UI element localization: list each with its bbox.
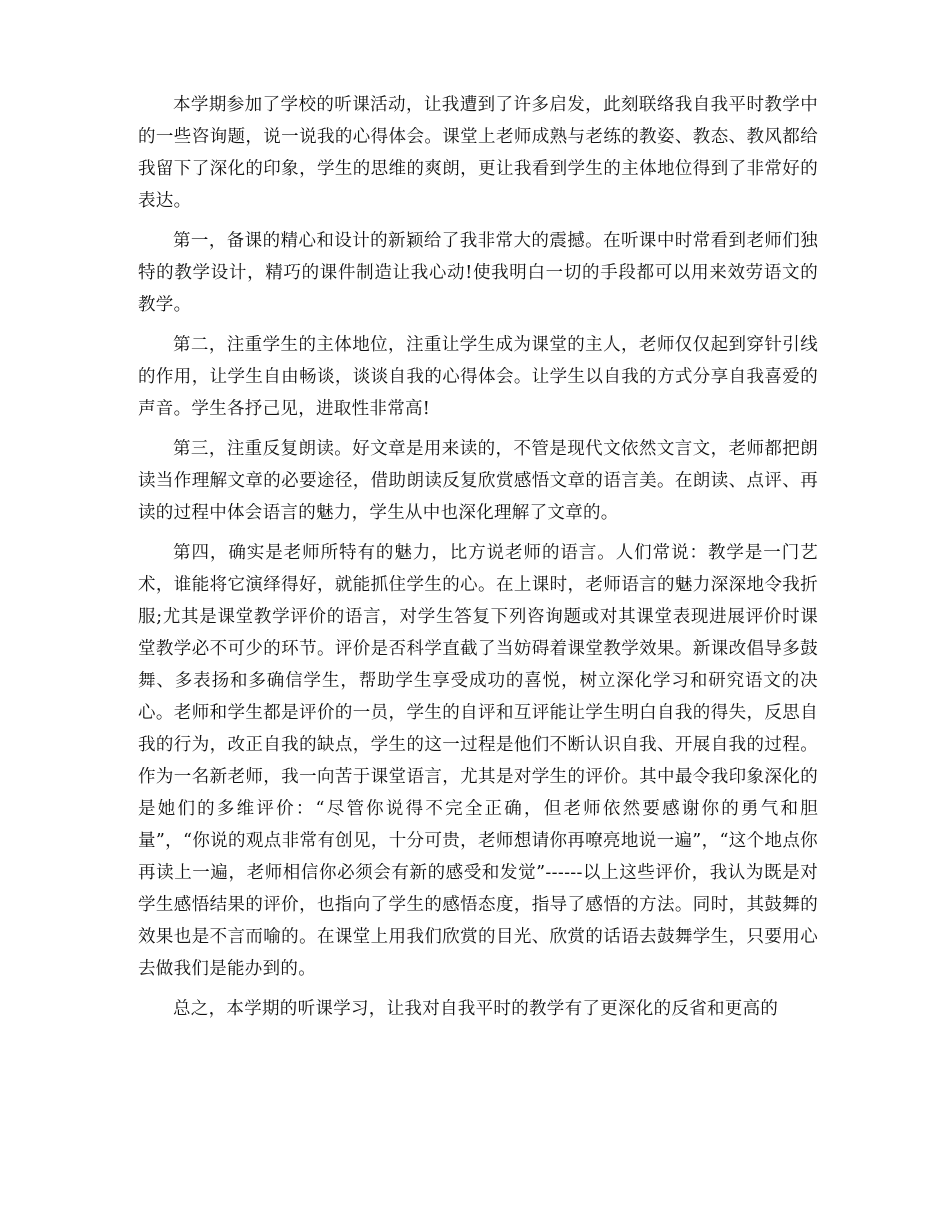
paragraph-conclusion: 总之，本学期的听课学习，让我对自我平时的教学有了更深化的反省和更高的: [173, 999, 779, 1019]
paragraph-third-point: 第三，注重反复朗读。好文章是用来读的，不管是现代文依然文言文，老师都把朗读当作理解文章的必要途径，借助朗读反复欣赏感悟文章的语言美。在朗读、点评、再读的过程中体会语言的魅力，学生从中也深化理解了文章的。: [138, 439, 818, 523]
document-body: [138, 89, 818, 1033]
paragraph-second-point: 第二，注重学生的主体地位，注重让学生成为课堂的主人，老师仅仅起到穿针引线的作用，让学生自由畅谈，谈谈自我的心得体会。让学生以自我的方式分享自我喜爱的声音。学生各抒己见，进取性非常高!: [138, 335, 818, 419]
paragraph-first-point: 第一，备课的精心和设计的新颖给了我非常大的震撼。在听课中时常看到老师们独特的教学设计，精巧的课件制造让我心动!使我明白一切的手段都可以用来效劳语文的教学。: [138, 231, 818, 315]
paragraph-intro: 本学期参加了学校的听课活动，让我遭到了许多启发，此刻联络我自我平时教学中的一些咨询题，说一说我的心得体会。课堂上老师成熟与老练的教姿、教态、教风都给我留下了深化的印象，学生的思维的爽朗，更让我看到学生的主体地位得到了非常好的表达。: [138, 95, 818, 211]
paragraph-fourth-point: 第四，确实是老师所特有的魅力，比方说老师的语言。人们常说：教学是一门艺术，谁能将它演绎得好，就能抓住学生的心。在上课时，老师语言的魅力深深地令我折服;尤其是课堂教学评价的语言，对学生答复下列咨询题或对其课堂表现进展评价时课堂教学必不可少的环节。评价是否科学直截了当妨碍着课堂教学效果。新课改倡导多鼓舞、多表扬和多确信学生，帮助学生享受成功的喜悦，树立深化学习和研究语文的决心。老师和学生都是评价的一员，学生的自评和互评能让学生明白自我的得失，反思自我的行为，改正自我的缺点，学生的这一过程是他们不断认识自我、开展自我的过程。作为一名新老师，我一向苦于课堂语言，尤其是对学生的评价。其中最令我印象深化的是她们的多维评价：“尽管你说得不完全正确，但老师依然要感谢你的勇气和胆量”，“你说的观点非常有创见，十分可贵，老师想请你再嘹亮地说一遍”，“这个地点你再读上一遍，老师相信你必须会有新的感受和发觉”------以上这些评价，我认为既是对学生感悟结果的评价，也指向了学生的感悟态度，指导了感悟的方法。同时，其鼓舞的效果也是不言而喻的。在课堂上用我们欣赏的目光、欣赏的话语去鼓舞学生，只要用心去做我们是能办到的。: [138, 543, 818, 979]
